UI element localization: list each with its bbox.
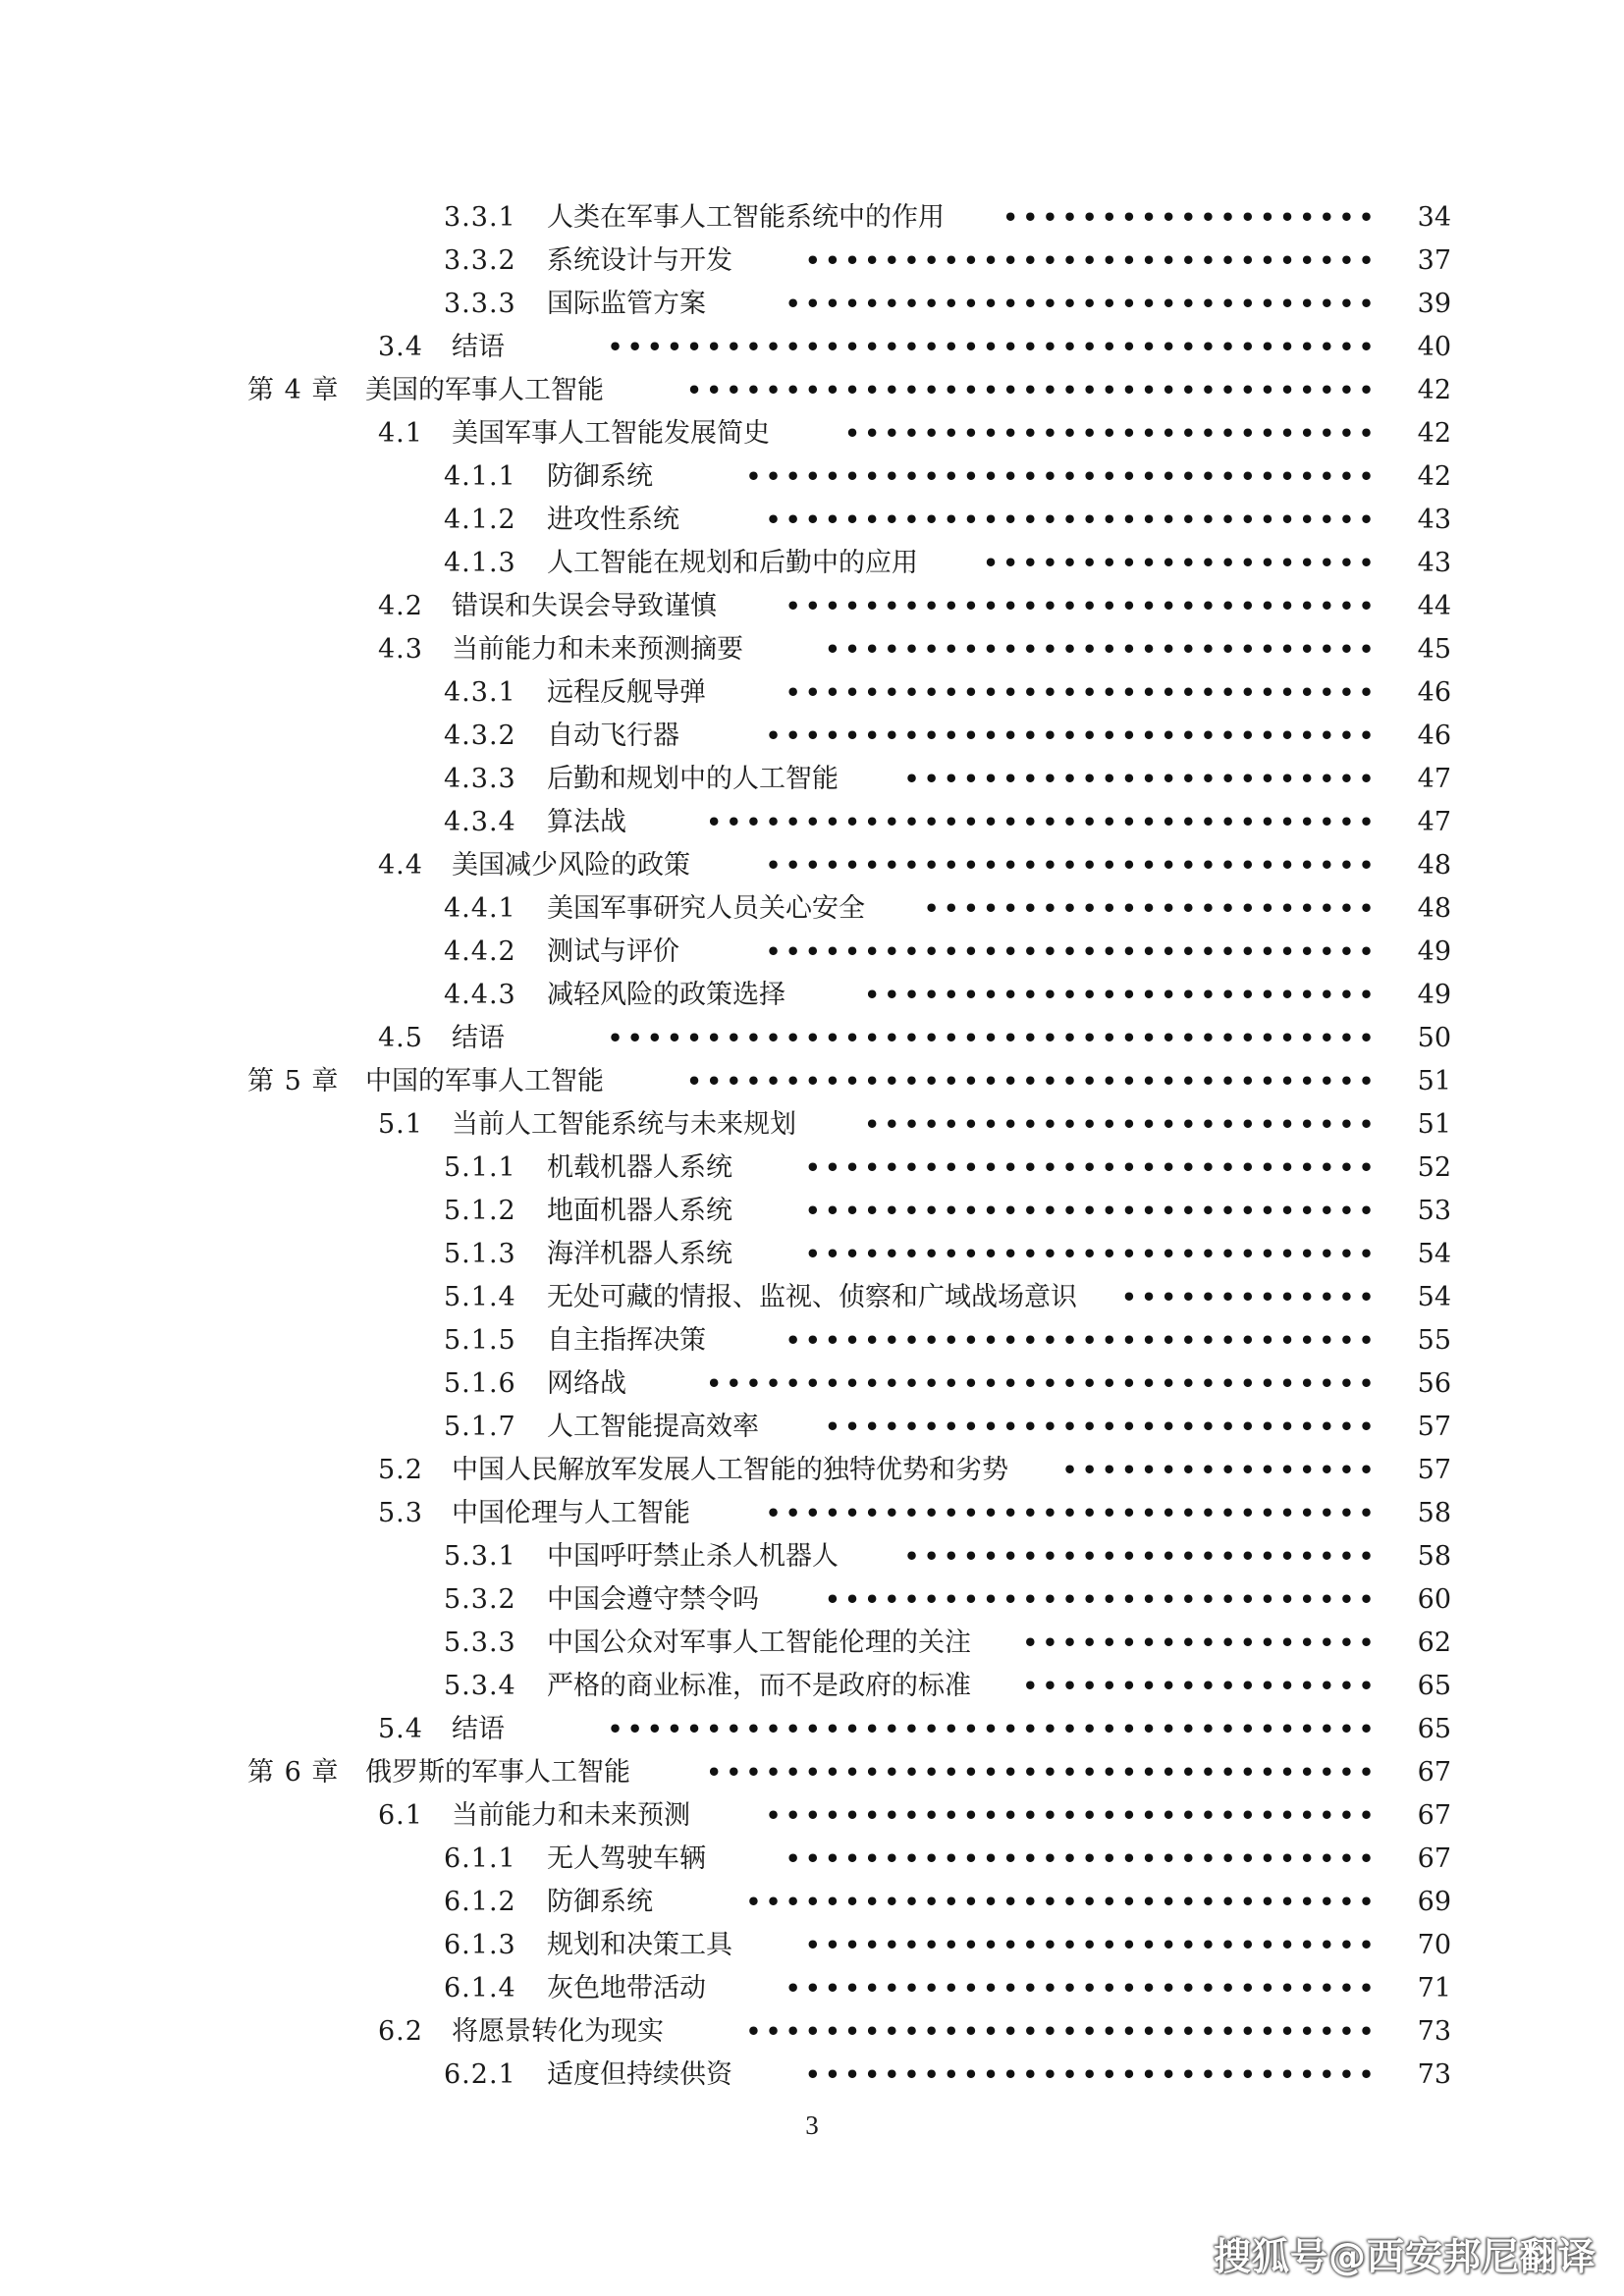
toc-entry-page: 55 bbox=[1417, 1325, 1451, 1356]
toc-entry-page: 47 bbox=[1417, 807, 1451, 837]
toc-entry-page: 57 bbox=[1417, 1412, 1451, 1442]
toc-entry bbox=[0, 457, 1624, 497]
toc-entry bbox=[0, 1019, 1624, 1058]
toc-entry-title: 自动飞行器 bbox=[547, 721, 679, 751]
toc-entry bbox=[0, 630, 1624, 669]
toc-entry-page: 49 bbox=[1417, 936, 1451, 967]
toc-entry-title: 当前能力和未来预测 bbox=[452, 1800, 690, 1831]
toc-entry bbox=[0, 889, 1624, 929]
toc-entry-page: 46 bbox=[1417, 721, 1451, 751]
toc-entry-number: 5.1.1 bbox=[444, 1152, 516, 1183]
toc-entry bbox=[0, 1494, 1624, 1533]
toc-entry bbox=[0, 1537, 1624, 1576]
toc-entry-title: 地面机器人系统 bbox=[547, 1196, 732, 1226]
toc-entry-title: 防御系统 bbox=[547, 461, 653, 492]
toc-entry-title: 适度但持续供资 bbox=[547, 2059, 732, 2090]
toc-entry-number: 3.3.2 bbox=[444, 245, 516, 276]
toc-entry-title: 进攻性系统 bbox=[547, 505, 679, 535]
toc-leader-dots: • • • • • • • • • • • • • • • • • • • • • • • bbox=[923, 894, 1379, 923]
toc-entry bbox=[0, 1883, 1624, 1922]
toc-entry-number: 3.3.3 bbox=[444, 289, 516, 319]
toc-entry-page: 65 bbox=[1417, 1714, 1451, 1744]
toc-leader-dots: • • • • • • • • • • • • • • • • • • • • • • • • • • • • • • • • • • • • • • • bbox=[607, 1715, 1379, 1743]
toc-leader-dots: • • • • • • • • • • • • • • • • • • • • • • • • • • • • • • • • bbox=[745, 1888, 1379, 1916]
toc-leader-dots: • • • • • • • • • • • • • • • • • • • • • • • • • • • • • • • • bbox=[745, 2017, 1379, 2046]
toc-entry-page: 56 bbox=[1417, 1368, 1451, 1399]
toc-entry-page: 43 bbox=[1417, 548, 1451, 578]
toc-leader-dots: • • • • • • • • • • • • • • • • • • • bbox=[1002, 203, 1379, 232]
toc-entry-page: 51 bbox=[1417, 1066, 1451, 1096]
toc-entry-title: 减轻风险的政策选择 bbox=[547, 980, 785, 1010]
toc-entry-page: 65 bbox=[1417, 1671, 1451, 1701]
toc-entry-page: 48 bbox=[1417, 893, 1451, 924]
toc-leader-dots: • • • • • • • • • • • • • • • • • • • • • • • • • • • • • • bbox=[785, 678, 1379, 707]
toc-entry-title: 防御系统 bbox=[547, 1887, 653, 1917]
toc-entry-title: 算法战 bbox=[547, 807, 626, 837]
toc-entry-page: 45 bbox=[1417, 634, 1451, 665]
toc-entry-number: 4.3 bbox=[378, 634, 423, 665]
toc-entry-title: 无人驾驶车辆 bbox=[547, 1843, 706, 1874]
toc-entry-title: 系统设计与开发 bbox=[547, 245, 732, 276]
toc-entry-number: 4.1.1 bbox=[444, 461, 516, 492]
toc-entry-title: 规划和决策工具 bbox=[547, 1930, 732, 1960]
toc-entry bbox=[0, 1840, 1624, 1879]
toc-entry-page: 67 bbox=[1417, 1800, 1451, 1831]
toc-entry bbox=[0, 846, 1624, 885]
toc-entry-number: 6.2.1 bbox=[444, 2059, 516, 2090]
toc-leader-dots: • • • • • • • • • • • • • bbox=[1121, 1283, 1379, 1311]
toc-entry-title: 人工智能提高效率 bbox=[547, 1412, 759, 1442]
toc-entry bbox=[0, 241, 1624, 281]
toc-leader-dots: • • • • • • • • • • • • • • • • • • • • • • • • • • bbox=[864, 1110, 1379, 1139]
toc-leader-dots: • • • • • • • • • • • • • • • • • • • • • • • • • • • • • bbox=[805, 1240, 1379, 1268]
toc-entry-page: 53 bbox=[1417, 1196, 1451, 1226]
toc-leader-dots: • • • • • • • • • • • • • • • • • • • • • • • • • • • • • bbox=[805, 1197, 1379, 1225]
toc-entry-page: 58 bbox=[1417, 1541, 1451, 1572]
toc-entry-page: 58 bbox=[1417, 1498, 1451, 1528]
toc-entry bbox=[0, 1105, 1624, 1145]
toc-entry-number: 5.3.4 bbox=[444, 1671, 516, 1701]
toc-entry-title: 中国伦理与人工智能 bbox=[452, 1498, 690, 1528]
toc-entry bbox=[0, 1753, 1624, 1792]
toc-leader-dots: • • • • • • • • • • • • • • • • • • • • • • • • • • • • • • • bbox=[765, 506, 1379, 534]
toc-entry-title: 美国的军事人工智能 bbox=[365, 375, 604, 405]
page-number: 3 bbox=[805, 2110, 819, 2140]
toc-leader-dots: • • • • • • • • • • • • • • • • • • • • • • • • • • • • • • • • • • • • • • • bbox=[607, 333, 1379, 361]
toc-entry-number: 4.1.3 bbox=[444, 548, 516, 578]
toc-entry bbox=[0, 1710, 1624, 1749]
toc-entry-number: 4.3.3 bbox=[444, 764, 516, 794]
toc-entry-number: 6.1 bbox=[378, 1800, 423, 1831]
toc-entry bbox=[0, 1278, 1624, 1317]
toc-entry-title: 海洋机器人系统 bbox=[547, 1239, 732, 1269]
toc-entry bbox=[0, 2056, 1624, 2095]
toc-leader-dots: • • • • • • • • • • • • • • • • • • • • • • • • • • • • • • • bbox=[765, 851, 1379, 880]
toc-entry-page: 51 bbox=[1417, 1109, 1451, 1140]
toc-entry-page: 54 bbox=[1417, 1239, 1451, 1269]
toc-entry bbox=[0, 717, 1624, 756]
toc-leader-dots: • • • • • • • • • • • • • • • • • • • • • • • • • • • • • • bbox=[785, 1326, 1379, 1355]
toc-entry bbox=[0, 673, 1624, 713]
toc-entry-number: 4.2 bbox=[378, 591, 423, 621]
toc-entry-number: 4.4 bbox=[378, 850, 423, 881]
toc-entry-page: 73 bbox=[1417, 2016, 1451, 2047]
toc-leader-dots: • • • • • • • • • • • • • • • • • • • • • • • • • • • • bbox=[825, 1585, 1379, 1614]
toc-entry-page: 34 bbox=[1417, 202, 1451, 233]
toc-entry-number: 4.1 bbox=[378, 418, 423, 449]
toc-entry bbox=[0, 1667, 1624, 1706]
toc-leader-dots: • • • • • • • • • • • • • • • • • • • • • • • • • • • • • • • • bbox=[745, 462, 1379, 491]
toc-entry-page: 52 bbox=[1417, 1152, 1451, 1183]
toc-entry-page: 69 bbox=[1417, 1887, 1451, 1917]
toc-entry-number: 5.3.2 bbox=[444, 1584, 516, 1615]
toc-leader-dots: • • • • • • • • • • • • • • • • • • • • • • • • • • • • • bbox=[805, 246, 1379, 275]
toc-entry-number: 5.1.2 bbox=[444, 1196, 516, 1226]
toc-entry bbox=[0, 1926, 1624, 1965]
toc-entry bbox=[0, 1796, 1624, 1836]
toc-entry bbox=[0, 1624, 1624, 1663]
toc-entry-number: 5.2 bbox=[378, 1455, 423, 1485]
toc-leader-dots: • • • • • • • • • • • • • • • • • • bbox=[1022, 1672, 1379, 1700]
toc-entry-number: 6.1.4 bbox=[444, 1973, 516, 2003]
toc-entry-title: 机载机器人系统 bbox=[547, 1152, 732, 1183]
toc-entry-number: 第 5 章 bbox=[247, 1066, 340, 1096]
toc-entry-title: 无处可藏的情报、监视、侦察和广域战场意识 bbox=[547, 1282, 1077, 1312]
toc-entry-number: 5.3 bbox=[378, 1498, 423, 1528]
toc-leader-dots: • • • • • • • • • • • • • • • • • • • • • • • • • • • • • bbox=[805, 1931, 1379, 1959]
toc-leader-dots: • • • • • • • • • • • • • • • • • • • • • • • • • • • • • • • • • • • • • • • bbox=[607, 1024, 1379, 1052]
toc-entry-page: 47 bbox=[1417, 764, 1451, 794]
toc-entry bbox=[0, 1321, 1624, 1361]
toc-entry-page: 48 bbox=[1417, 850, 1451, 881]
toc-entry-number: 4.4.3 bbox=[444, 980, 516, 1010]
toc-leader-dots: • • • • • • • • • • • • • • • • bbox=[1061, 1456, 1379, 1484]
toc-leader-dots: • • • • • • • • • • • • • • • • • • • • • • • • • • • • • • • bbox=[765, 937, 1379, 966]
toc-entry-title: 结语 bbox=[452, 1714, 505, 1744]
toc-entry-title: 错误和失误会导致谨慎 bbox=[452, 591, 717, 621]
toc-entry bbox=[0, 1364, 1624, 1404]
toc-entry bbox=[0, 198, 1624, 238]
toc-entry-title: 中国的军事人工智能 bbox=[365, 1066, 604, 1096]
toc-leader-dots: • • • • • • • • • • • • • • • • • • • • • • • • • • • • • bbox=[805, 2060, 1379, 2089]
toc-leader-dots: • • • • • • • • • • • • • • • • • • • • • • • • • • • • • • • • • • bbox=[706, 1758, 1379, 1787]
toc-entry bbox=[0, 587, 1624, 626]
toc-leader-dots: • • • • • • • • • • • • • • • • • • • • • • • • • • • • • • bbox=[785, 1844, 1379, 1873]
toc-entry-title: 当前能力和未来预测摘要 bbox=[452, 634, 743, 665]
toc-entry-number: 5.4 bbox=[378, 1714, 423, 1744]
toc-entry-title: 灰色地带活动 bbox=[547, 1973, 706, 2003]
toc-leader-dots: • • • • • • • • • • • • • • • • • • • • • • • • • • • • • • • bbox=[765, 721, 1379, 750]
toc-entry-number: 6.1.2 bbox=[444, 1887, 516, 1917]
toc-entry-number: 6.2 bbox=[378, 2016, 423, 2047]
toc-leader-dots: • • • • • • • • • • • • • • • • • • • • • • • • • • • • • • • • • • bbox=[706, 1369, 1379, 1398]
toc-entry-number: 5.3.1 bbox=[444, 1541, 516, 1572]
toc-leader-dots: • • • • • • • • • • • • • • • • • • • • bbox=[983, 549, 1379, 577]
toc-entry-page: 43 bbox=[1417, 505, 1451, 535]
toc-entry bbox=[0, 1580, 1624, 1620]
toc-leader-dots: • • • • • • • • • • • • • • • • • • • • • • • • • • • • • • bbox=[785, 592, 1379, 620]
toc-entry bbox=[0, 501, 1624, 540]
toc-entry-number: 4.3.4 bbox=[444, 807, 516, 837]
toc-entry-title: 美国减少风险的政策 bbox=[452, 850, 690, 881]
toc-entry-number: 5.1.5 bbox=[444, 1325, 516, 1356]
toc-entry bbox=[0, 1451, 1624, 1490]
toc-entry-title: 严格的商业标准，而不是政府的标准 bbox=[547, 1671, 971, 1701]
toc-entry-title: 人类在军事人工智能系统中的作用 bbox=[547, 202, 945, 233]
toc-entry-title: 国际监管方案 bbox=[547, 289, 706, 319]
toc-entry-page: 62 bbox=[1417, 1628, 1451, 1658]
toc-entry bbox=[0, 328, 1624, 367]
toc-entry-number: 4.4.2 bbox=[444, 936, 516, 967]
toc-entry bbox=[0, 285, 1624, 324]
toc-entry bbox=[0, 803, 1624, 842]
toc-leader-dots: • • • • • • • • • • • • • • • • • • • • • • • • • • • • • • bbox=[785, 1974, 1379, 2002]
toc-leader-dots: • • • • • • • • • • • • • • • • • • bbox=[1022, 1629, 1379, 1657]
toc-entry-number: 3.4 bbox=[378, 332, 423, 362]
toc-entry-title: 后勤和规划中的人工智能 bbox=[547, 764, 839, 794]
toc-entry bbox=[0, 544, 1624, 583]
toc-entry bbox=[0, 414, 1624, 454]
toc-entry-page: 50 bbox=[1417, 1023, 1451, 1053]
toc-entry-page: 70 bbox=[1417, 1930, 1451, 1960]
toc-entry-number: 第 4 章 bbox=[247, 375, 340, 405]
toc-entry bbox=[0, 2012, 1624, 2052]
toc-entry-page: 54 bbox=[1417, 1282, 1451, 1312]
toc-entry-page: 67 bbox=[1417, 1757, 1451, 1788]
toc-entry-title: 中国会遵守禁令吗 bbox=[547, 1584, 759, 1615]
toc-entry-number: 第 6 章 bbox=[247, 1757, 340, 1788]
toc-entry-number: 5.1.6 bbox=[444, 1368, 516, 1399]
toc-leader-dots: • • • • • • • • • • • • • • • • • • • • • • • • • • • • • • • • • • bbox=[706, 808, 1379, 836]
toc-leader-dots: • • • • • • • • • • • • • • • • • • • • • • • • bbox=[903, 765, 1379, 793]
toc-leader-dots: • • • • • • • • • • • • • • • • • • • • • • • • • • • • • • • • • • • bbox=[686, 1067, 1379, 1095]
toc-entry-title: 结语 bbox=[452, 332, 505, 362]
toc-entry-number: 5.1 bbox=[378, 1109, 423, 1140]
toc-entry-page: 46 bbox=[1417, 677, 1451, 708]
toc-entry-page: 42 bbox=[1417, 418, 1451, 449]
toc-entry-page: 40 bbox=[1417, 332, 1451, 362]
toc-entry-number: 5.1.4 bbox=[444, 1282, 516, 1312]
toc-entry-number: 6.1.1 bbox=[444, 1843, 516, 1874]
toc-entry-number: 4.1.2 bbox=[444, 505, 516, 535]
toc-entry bbox=[0, 976, 1624, 1015]
toc-entry bbox=[0, 371, 1624, 410]
toc-entry-title: 美国军事研究人员关心安全 bbox=[547, 893, 865, 924]
toc-entry-title: 结语 bbox=[452, 1023, 505, 1053]
toc-leader-dots: • • • • • • • • • • • • • • • • • • • • • • • • • • • • bbox=[825, 1413, 1379, 1441]
toc-entry-title: 俄罗斯的军事人工智能 bbox=[365, 1757, 630, 1788]
toc-entry bbox=[0, 1408, 1624, 1447]
toc-leader-dots: • • • • • • • • • • • • • • • • • • • • • • • • • • • bbox=[844, 419, 1379, 448]
toc-entry-title: 测试与评价 bbox=[547, 936, 679, 967]
toc-leader-dots: • • • • • • • • • • • • • • • • • • • • • • • • bbox=[903, 1542, 1379, 1571]
toc-entry-number: 4.3.1 bbox=[444, 677, 516, 708]
toc-entry-title: 远程反舰导弹 bbox=[547, 677, 706, 708]
toc-entry-title: 中国呼吁禁止杀人机器人 bbox=[547, 1541, 839, 1572]
toc-entry-page: 39 bbox=[1417, 289, 1451, 319]
toc-leader-dots: • • • • • • • • • • • • • • • • • • • • • • • • • • • • • • • • • • • bbox=[686, 376, 1379, 404]
toc-entry-title: 美国军事人工智能发展简史 bbox=[452, 418, 770, 449]
toc-entry-page: 73 bbox=[1417, 2059, 1451, 2090]
toc-entry-number: 5.3.3 bbox=[444, 1628, 516, 1658]
toc-leader-dots: • • • • • • • • • • • • • • • • • • • • • • • • • • • • • bbox=[805, 1153, 1379, 1182]
toc-entry-number: 6.1.3 bbox=[444, 1930, 516, 1960]
toc-entry-page: 37 bbox=[1417, 245, 1451, 276]
toc-entry-number: 4.4.1 bbox=[444, 893, 516, 924]
toc-entry bbox=[0, 1969, 1624, 2008]
toc-entry bbox=[0, 933, 1624, 972]
toc-entry-title: 自主指挥决策 bbox=[547, 1325, 706, 1356]
toc-entry-number: 5.1.7 bbox=[444, 1412, 516, 1442]
toc-entry-page: 57 bbox=[1417, 1455, 1451, 1485]
toc-entry bbox=[0, 1148, 1624, 1188]
toc-entry bbox=[0, 1062, 1624, 1101]
toc-entry-title: 当前人工智能系统与未来规划 bbox=[452, 1109, 796, 1140]
toc-entry-title: 中国人民解放军发展人工智能的独特优势和劣势 bbox=[452, 1455, 1008, 1485]
toc-entry-page: 71 bbox=[1417, 1973, 1451, 2003]
toc-leader-dots: • • • • • • • • • • • • • • • • • • • • • • • • • • • • bbox=[825, 635, 1379, 664]
toc-entry-number: 5.1.3 bbox=[444, 1239, 516, 1269]
toc-entry bbox=[0, 1192, 1624, 1231]
toc-entry-page: 44 bbox=[1417, 591, 1451, 621]
toc-entry-number: 3.3.1 bbox=[444, 202, 516, 233]
toc-leader-dots: • • • • • • • • • • • • • • • • • • • • • • • • • • • • • • • bbox=[765, 1801, 1379, 1830]
toc-entry-title: 将愿景转化为现实 bbox=[452, 2016, 664, 2047]
watermark: 搜狐号@西安邦尼翻译 bbox=[1213, 2235, 1597, 2278]
toc-entry-number: 4.5 bbox=[378, 1023, 423, 1053]
toc-entry-number: 4.3.2 bbox=[444, 721, 516, 751]
toc-entry bbox=[0, 760, 1624, 799]
toc-entry-page: 49 bbox=[1417, 980, 1451, 1010]
toc-entry-title: 网络战 bbox=[547, 1368, 626, 1399]
toc-entry-page: 60 bbox=[1417, 1584, 1451, 1615]
toc-entry-title: 中国公众对军事人工智能伦理的关注 bbox=[547, 1628, 971, 1658]
toc-leader-dots: • • • • • • • • • • • • • • • • • • • • • • • • • • bbox=[864, 981, 1379, 1009]
toc-entry-page: 67 bbox=[1417, 1843, 1451, 1874]
toc-entry-title: 人工智能在规划和后勤中的应用 bbox=[547, 548, 918, 578]
toc-entry-page: 42 bbox=[1417, 375, 1451, 405]
toc-leader-dots: • • • • • • • • • • • • • • • • • • • • • • • • • • • • • • • bbox=[765, 1499, 1379, 1527]
toc-leader-dots: • • • • • • • • • • • • • • • • • • • • • • • • • • • • • • bbox=[785, 290, 1379, 318]
toc-entry bbox=[0, 1235, 1624, 1274]
toc-entry-page: 42 bbox=[1417, 461, 1451, 492]
